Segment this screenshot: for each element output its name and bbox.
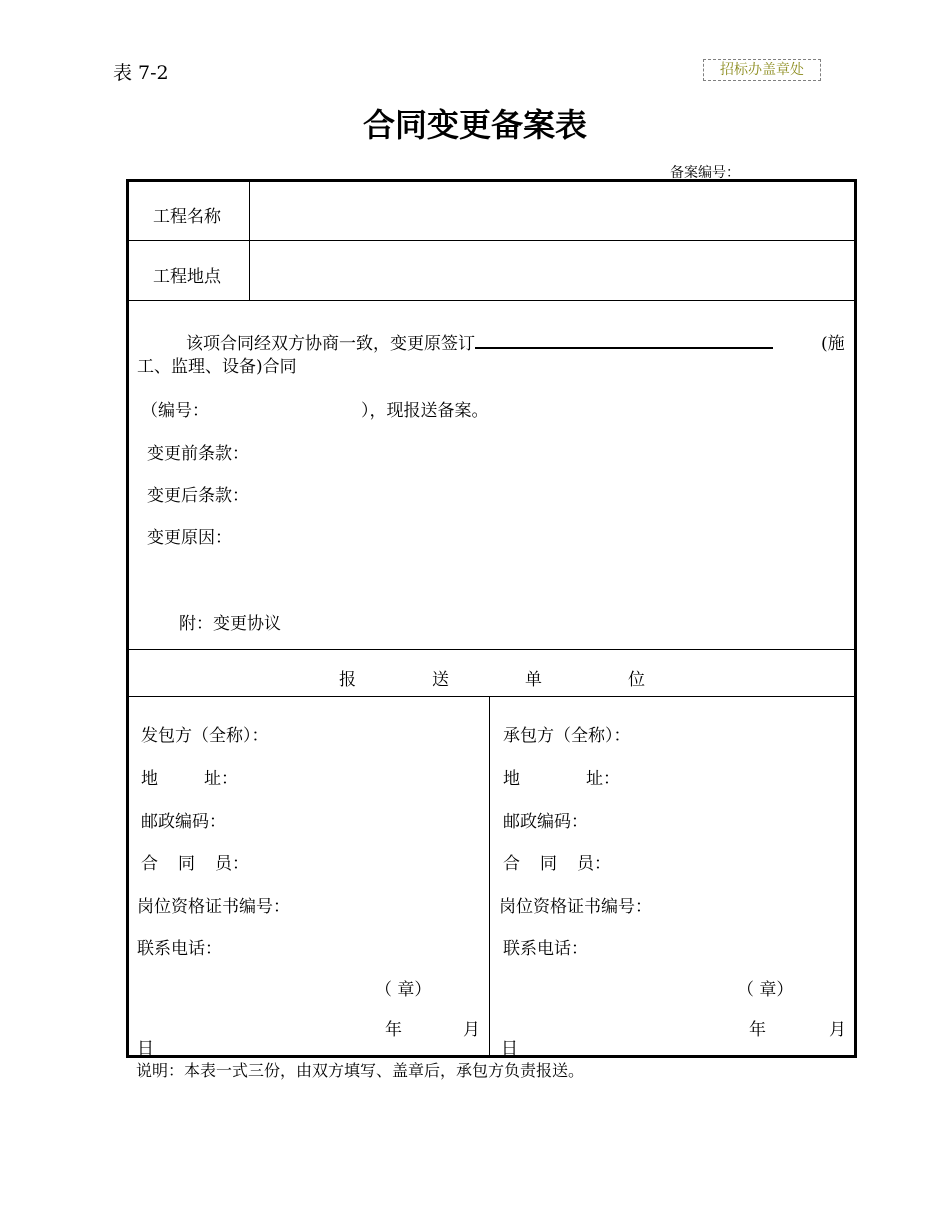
footer-note: 说明：本表一式三份，由双方填写、盖章后，承包方负责报送。 xyxy=(136,1061,585,1080)
row-divider xyxy=(129,240,854,241)
contract-blank xyxy=(475,333,773,349)
attachment-label: 附：变更协议 xyxy=(179,614,281,634)
stamp-area-box: 招标办盖章处 xyxy=(703,59,821,81)
record-number-label: 备案编号： xyxy=(670,165,740,181)
contractor-day-label: 日 xyxy=(501,1039,518,1059)
contractor-postcode-label: 邮政编码： xyxy=(503,812,588,832)
party-column-divider xyxy=(489,696,490,1055)
submit-header-char: 送 xyxy=(432,670,449,690)
row-divider xyxy=(129,649,854,650)
after-terms-label: 变更后条款： xyxy=(147,486,249,506)
table-number: 表 7-2 xyxy=(113,62,169,84)
project-name-label: 工程名称 xyxy=(153,207,221,227)
label-column-divider xyxy=(249,182,250,300)
before-terms-label: 变更前条款： xyxy=(147,444,249,464)
change-reason-label: 变更原因： xyxy=(147,528,232,548)
employer-phone-label: 联系电话： xyxy=(137,939,222,959)
contract-number-open: （编号： xyxy=(141,401,209,421)
contractor-certificate-label: 岗位资格证书编号： xyxy=(499,897,652,917)
contract-number-close: ），现报送备案。 xyxy=(361,401,489,421)
submit-header-char: 位 xyxy=(628,670,645,690)
employer-address-label: 地 址： xyxy=(141,769,238,789)
contractor-seal-label: （ 章） xyxy=(737,980,794,1000)
submit-header-char: 单 xyxy=(525,670,542,690)
contractor-contract-staff-label: 合 同 员： xyxy=(503,854,611,874)
contractor-year-label: 年 xyxy=(749,1020,766,1040)
statement-prefix: 该项合同经双方协商一致，变更原签订 xyxy=(186,334,475,354)
statement-line-1 xyxy=(186,329,773,354)
employer-certificate-label: 岗位资格证书编号： xyxy=(137,897,290,917)
contractor-address-label: 地 址： xyxy=(503,769,620,789)
contractor-phone-label: 联系电话： xyxy=(503,939,588,959)
project-location-label: 工程地点 xyxy=(153,267,221,287)
contractor-name-label: 承包方（全称）： xyxy=(503,726,631,746)
form-table xyxy=(126,179,857,1058)
row-divider xyxy=(129,696,854,697)
employer-year-label: 年 xyxy=(385,1020,402,1040)
statement-line-2: 工、监理、设备)合同 xyxy=(137,357,297,377)
statement-suffix: (施 xyxy=(821,334,845,354)
employer-contract-staff-label: 合 同 员： xyxy=(141,854,249,874)
employer-month-label: 月 xyxy=(463,1020,480,1040)
page-title: 合同变更备案表 xyxy=(362,106,587,144)
employer-day-label: 日 xyxy=(137,1039,154,1059)
row-divider xyxy=(129,300,854,301)
employer-postcode-label: 邮政编码： xyxy=(141,812,226,832)
submit-header-char: 报 xyxy=(339,670,356,690)
contractor-month-label: 月 xyxy=(829,1020,846,1040)
employer-seal-label: （ 章） xyxy=(375,980,432,1000)
employer-name-label: 发包方（全称）： xyxy=(141,726,269,746)
